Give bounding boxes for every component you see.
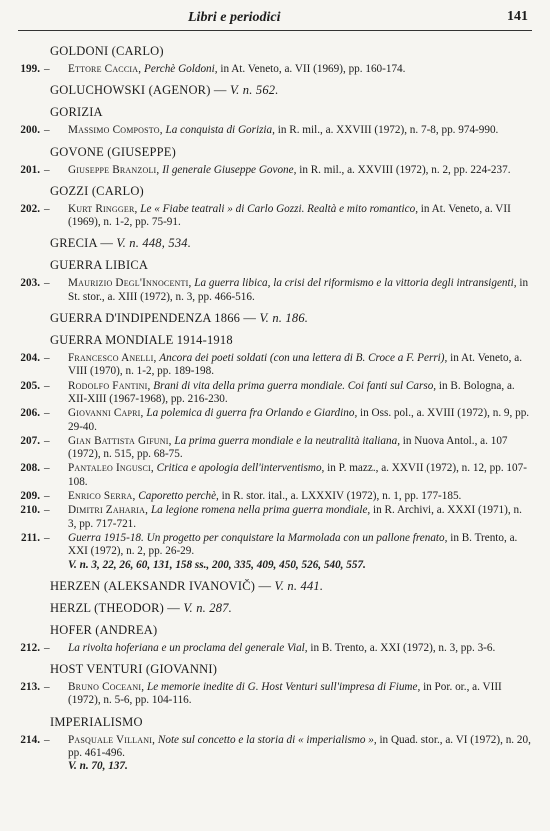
bibliography-list	[0, 40, 550, 775]
subject-heading	[50, 311, 550, 326]
entry-title: Caporetto perchè,	[138, 490, 219, 503]
cross-reference: V. n. 562.	[229, 83, 279, 98]
subject-heading	[50, 333, 550, 348]
entry-number: 212.	[20, 641, 40, 654]
running-title: Libri e periodici	[188, 10, 281, 25]
subject-heading-text: HERZL (THEODOR) —	[50, 600, 180, 615]
entry-author: Rodolfo Fantini,	[68, 379, 151, 392]
page-number: 141	[507, 9, 528, 24]
cross-reference: V. n. 441.	[274, 578, 324, 593]
entry-number: 203.	[20, 277, 40, 290]
entry-dash: –	[44, 504, 50, 517]
subject-heading-text: GRECIA —	[50, 236, 114, 251]
entry-source: in Quad. stor., a. VI (1972), n. 20, pp. 461-496.	[68, 733, 531, 760]
bibliography-entry	[0, 642, 550, 655]
subject-heading	[50, 662, 550, 677]
entry-author: Dimitri Zaharia,	[68, 504, 149, 517]
entry-body	[68, 352, 532, 379]
bibliography-entry	[0, 504, 550, 531]
subject-heading-text: HOFER (ANDREA)	[50, 622, 158, 637]
entry-number: 213.	[20, 681, 40, 694]
subject-heading	[50, 236, 550, 251]
entry-author: Francesco Anelli,	[68, 352, 157, 365]
entry-author: Kurt Ringger,	[68, 202, 138, 215]
subject-heading	[50, 258, 550, 273]
entry-number: 202.	[20, 202, 40, 215]
entry-dash: –	[44, 63, 50, 75]
bibliography-entry	[0, 490, 550, 503]
entry-dash: –	[44, 490, 50, 503]
subject-heading	[50, 579, 550, 594]
entry-source: in R. mil., a. XXVIII (1972), n. 2, pp. 224-237.	[299, 163, 511, 176]
entry-body	[68, 532, 532, 572]
entry-number: 201.	[20, 163, 40, 176]
entry-source: in B. Trento, a. XXI (1972), n. 2, pp. 26-29.	[68, 531, 518, 558]
entry-author: Ettore Caccia,	[68, 63, 142, 75]
subject-heading-text: GUERRA LIBICA	[50, 258, 149, 273]
subject-heading-text: GOVONE (GIUSEPPE)	[50, 144, 176, 159]
entry-number: 211.	[21, 531, 40, 544]
entry-title: Le memorie inedite di G. Host Venturi sull'impresa di Fiume,	[147, 681, 421, 694]
entry-title: Guerra 1915-18. Un progetto per conquistare la Marmolada con un pallone frenato,	[68, 531, 448, 544]
subject-heading-text: HERZEN (ALEKSANDR IVANOVIČ) —	[50, 578, 272, 593]
entry-number: 207.	[20, 434, 40, 447]
bibliography-entry	[0, 352, 550, 379]
entry-source: in St. stor., a. XIII (1972), n. 3, pp. 466-516.	[68, 277, 529, 303]
bibliography-entry	[0, 407, 550, 434]
entry-source: in Nuova Antol., a. 107 (1972), n. 515, pp. 68-75.	[68, 434, 508, 461]
bibliography-entry	[0, 124, 550, 137]
entry-number: 210.	[20, 504, 40, 517]
subject-heading-text: IMPERIALISMO	[50, 714, 143, 729]
subject-heading-text: GOLDONI (CARLO)	[50, 44, 164, 58]
entry-title: Le « Fiabe teatrali » di Carlo Gozzi. Realtà e mito romantico,	[140, 202, 418, 215]
entry-number: 208.	[20, 462, 40, 475]
entry-title: La legione romena nella prima guerra mondiale,	[150, 504, 371, 517]
entry-body	[68, 642, 532, 655]
entry-title: Brani di vita della prima guerra mondiale. Coi fanti sul Carso,	[153, 379, 437, 392]
entry-source: in R. mil., a. XXVIII (1972), n. 7-8, pp. 974-990.	[277, 124, 499, 137]
entry-number: 200.	[20, 124, 40, 137]
entry-source: in B. Bologna, a. XII-XIII (1967-1968), pp. 216-230.	[68, 379, 515, 405]
entry-title: La polemica di guerra fra Orlando e Giardino,	[146, 407, 358, 420]
entry-author: Massimo Composto,	[68, 124, 163, 137]
subject-heading	[50, 601, 550, 616]
subject-heading-text: GOLUCHOWSKI (AGENOR) —	[50, 83, 227, 98]
entry-title: Critica e apologia dell'interventismo,	[156, 462, 325, 475]
entry-dash: –	[44, 124, 50, 137]
entry-number: 204.	[20, 352, 40, 365]
entry-title: La conquista di Gorizia,	[165, 124, 275, 137]
entry-author: Bruno Coceani,	[68, 681, 145, 694]
subject-heading-text: HOST VENTURI (GIOVANNI)	[50, 662, 218, 677]
entry-body	[68, 504, 532, 531]
entry-body	[68, 124, 532, 137]
entry-title: Ancora dei poeti soldati (con una lettera di B. Croce a F. Perri),	[159, 352, 448, 365]
entry-dash: –	[44, 681, 50, 694]
entry-author: Enrico Serra,	[68, 490, 136, 503]
subject-heading	[50, 83, 550, 98]
bibliography-entry	[0, 164, 550, 177]
entry-title: La guerra libica, la crisi del riformismo e la vittoria degli intransigenti,	[194, 277, 517, 290]
entry-dash: –	[44, 379, 50, 392]
running-header	[18, 6, 532, 31]
entry-title: La prima guerra mondiale e la neutralità italiana,	[174, 434, 400, 447]
entry-author: Maurizio Degl'Innocenti,	[68, 277, 192, 290]
subject-heading	[50, 184, 550, 199]
subject-heading-text: GUERRA MONDIALE 1914-1918	[50, 333, 233, 348]
bibliography-entry	[0, 277, 550, 304]
entry-dash: –	[44, 202, 50, 215]
entry-dash: –	[44, 407, 50, 420]
bibliography-entry	[0, 532, 550, 572]
subject-heading-text: GORIZIA	[50, 105, 103, 120]
entry-cross-reference: V. n. 70, 137.	[68, 760, 128, 773]
cross-reference: V. n. 186.	[259, 311, 309, 326]
subject-heading	[50, 145, 550, 160]
entry-body	[68, 63, 532, 76]
entry-dash: –	[44, 163, 50, 176]
entry-source: in At. Veneto, a. VII (1969), pp. 160-174.	[220, 63, 406, 75]
entry-author: Giuseppe Branzoli,	[68, 163, 160, 176]
entry-dash: –	[44, 733, 50, 746]
entry-dash: –	[44, 462, 50, 475]
entry-title: Note sul concetto e la storia di « imperialismo »,	[157, 733, 377, 746]
entry-body	[68, 407, 532, 434]
subject-heading	[50, 44, 550, 59]
bibliography-entry	[0, 63, 550, 76]
entry-title: Perchè Goldoni,	[144, 63, 218, 75]
entry-body	[68, 490, 532, 503]
entry-cross-reference: V. n. 3, 22, 26, 60, 131, 158 ss., 200, 335, 409, 450, 526, 540, 557.	[68, 558, 366, 571]
bibliography-entry	[0, 435, 550, 462]
entry-number: 206.	[20, 407, 40, 420]
entry-source: in Oss. pol., a. XVIII (1972), n. 9, pp. 29-40.	[68, 407, 530, 433]
entry-number: 199.	[20, 63, 40, 75]
entry-source: in R. Archivi, a. XXXI (1971), n. 3, pp. 717-721.	[68, 504, 522, 530]
subject-heading	[50, 715, 550, 730]
entry-body	[68, 681, 532, 708]
bibliography-entry	[0, 734, 550, 774]
entry-dash: –	[44, 531, 50, 544]
bibliography-entry	[0, 462, 550, 489]
entry-body	[68, 734, 532, 774]
entry-source: in Por. or., a. VIII (1972), n. 5-6, pp. 104-116.	[68, 681, 502, 707]
entry-author: Pasquale Villani,	[68, 733, 156, 746]
cross-reference: V. n. 287.	[183, 600, 232, 615]
cross-reference: V. n. 448, 534.	[116, 236, 192, 251]
bibliography-entry	[0, 380, 550, 407]
entry-source: in R. stor. ital., a. LXXXIV (1972), n. 1, pp. 177-185.	[221, 490, 462, 503]
entry-number: 205.	[20, 379, 40, 392]
entry-dash: –	[44, 434, 50, 447]
entry-title: La rivolta hoferiana e un proclama del generale Vial,	[68, 641, 308, 654]
entry-number: 209.	[20, 490, 40, 503]
bibliography-entry	[0, 203, 550, 230]
entry-body	[68, 380, 532, 407]
subject-heading	[50, 105, 550, 120]
entry-dash: –	[44, 352, 50, 365]
entry-source: in At. Veneto, a. VII (1969), n. 1-2, pp. 75-91.	[68, 202, 511, 229]
entry-body	[68, 462, 532, 489]
entry-body	[68, 277, 532, 304]
bibliography-entry	[0, 681, 550, 708]
entry-author: Giovanni Capri,	[68, 407, 144, 420]
entry-body	[68, 164, 532, 177]
subject-heading	[50, 623, 550, 638]
entry-dash: –	[44, 277, 50, 290]
entry-body	[68, 203, 532, 230]
entry-number: 214.	[20, 733, 40, 746]
entry-source: in P. mazz., a. XXVII (1972), n. 12, pp. 107-108.	[68, 462, 527, 488]
subject-heading-text: GOZZI (CARLO)	[50, 183, 144, 198]
entry-source: in B. Trento, a. XXI (1972), n. 3, pp. 3-6.	[310, 641, 496, 654]
entry-dash: –	[44, 641, 50, 654]
subject-heading-text: GUERRA D'INDIPENDENZA 1866 —	[50, 311, 257, 326]
entry-author: Gian Battista Gifuni,	[68, 434, 172, 447]
entry-body	[68, 435, 532, 462]
entry-title: Il generale Giuseppe Govone,	[162, 163, 297, 176]
entry-author: Pantaleo Ingusci,	[68, 462, 154, 475]
entry-source: in At. Veneto, a. VIII (1970), n. 1-2, pp. 189-198.	[68, 352, 522, 378]
